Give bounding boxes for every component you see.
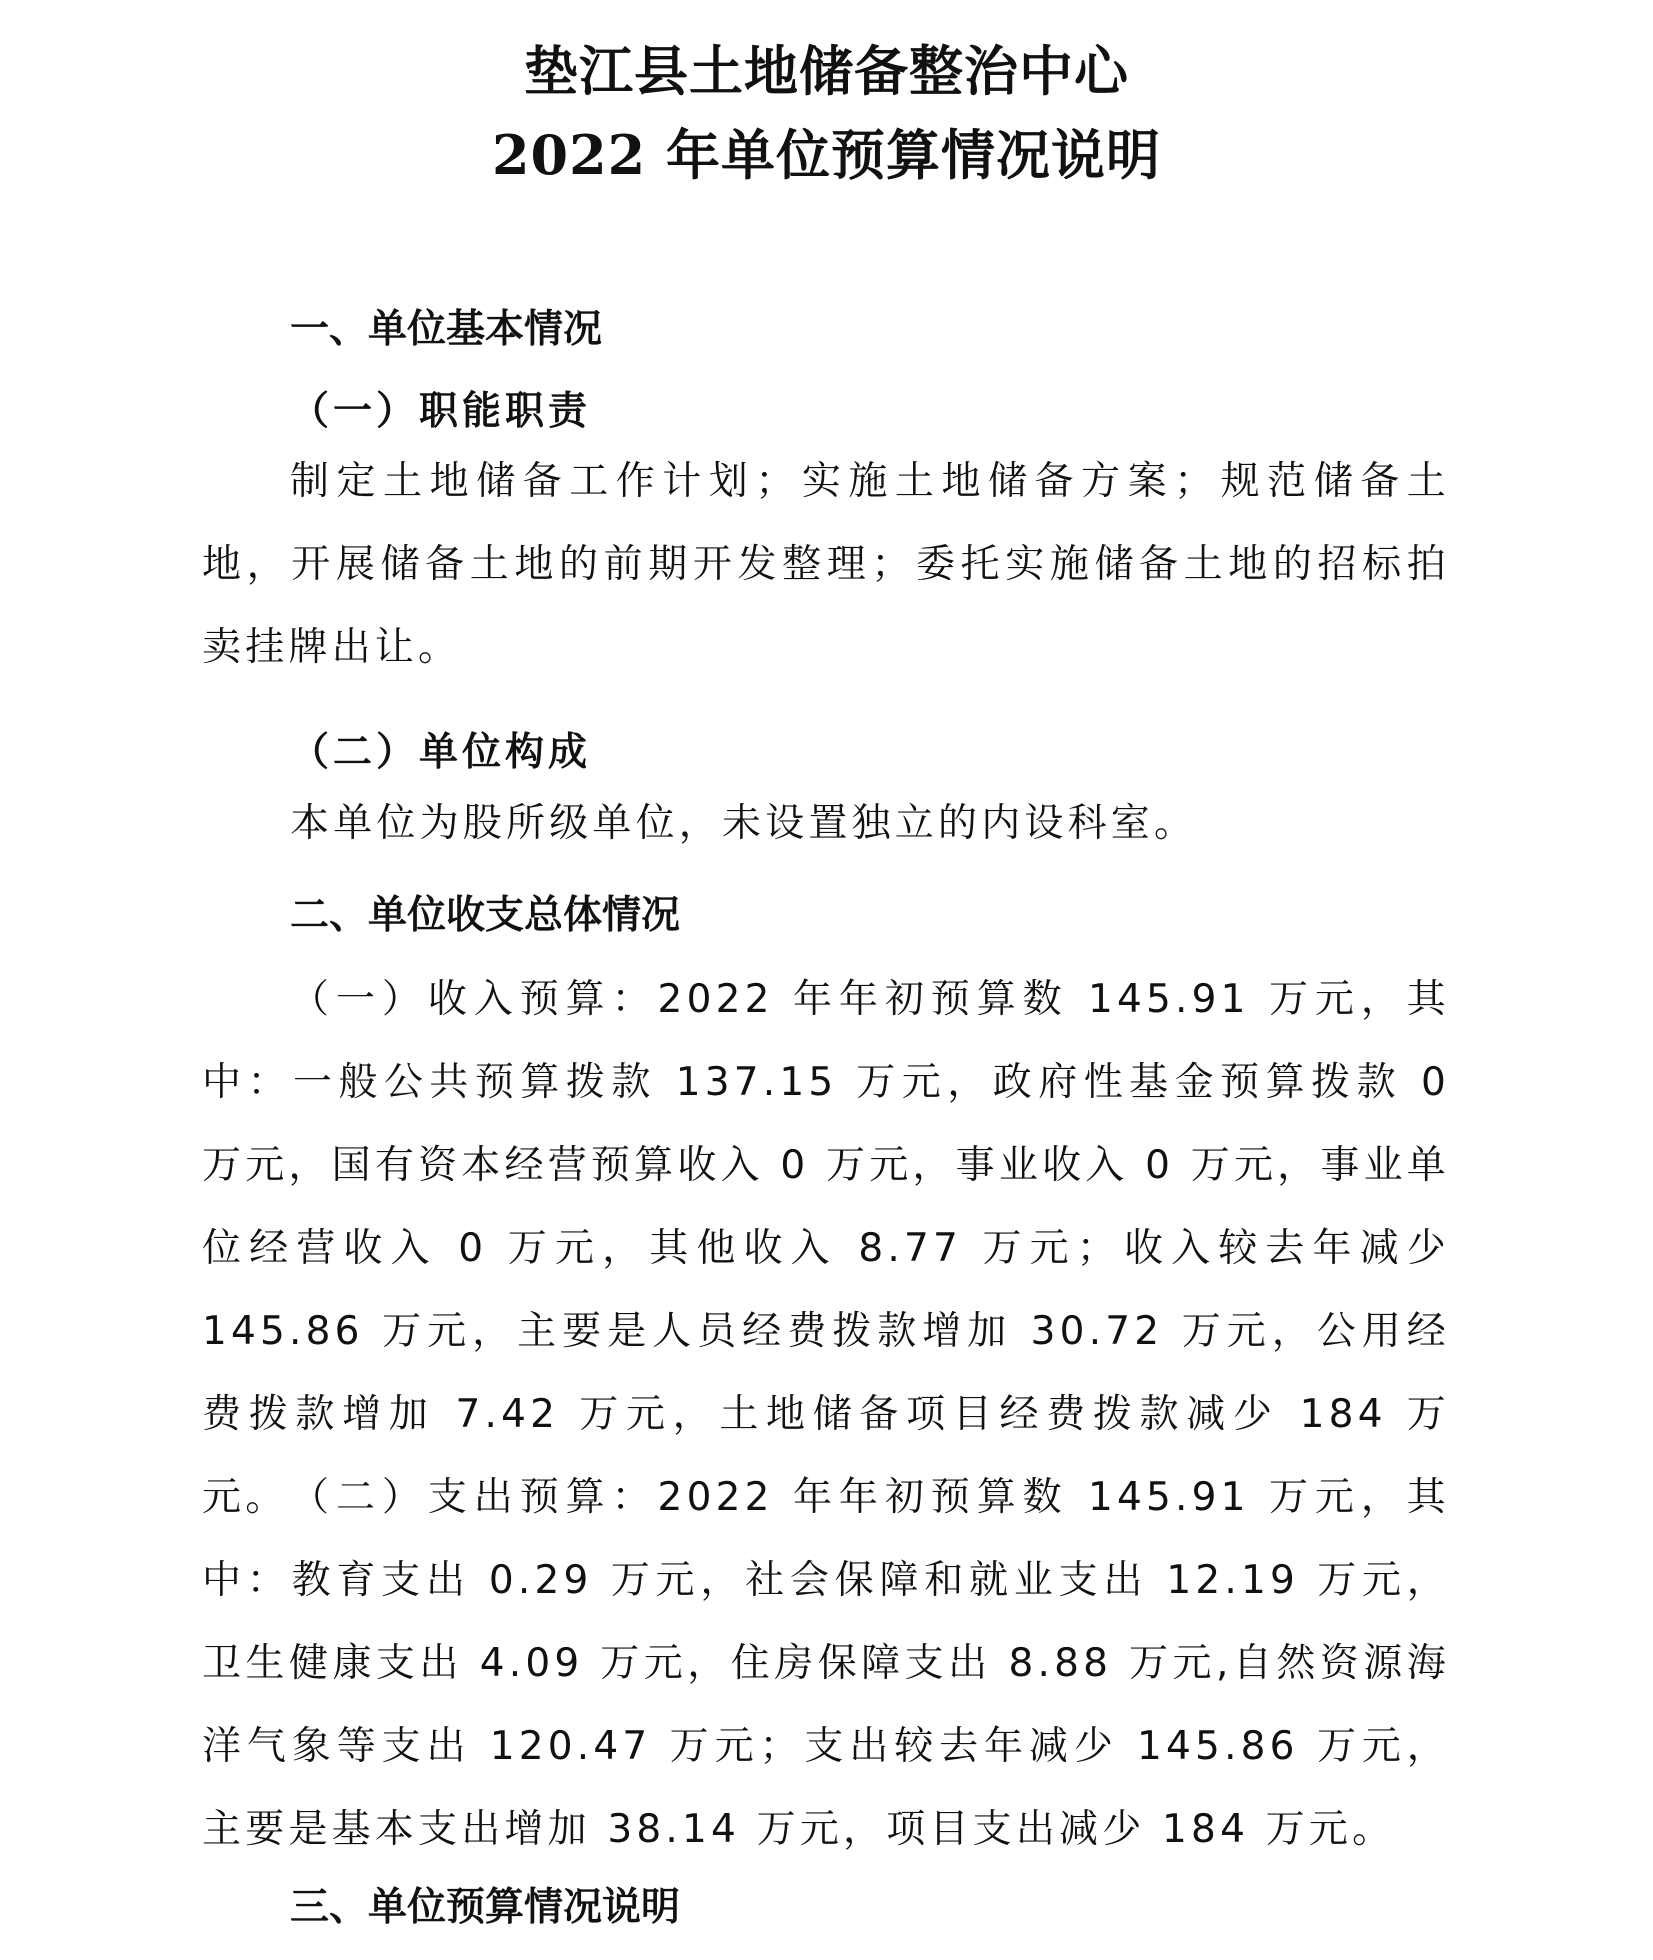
section-heading-basic-info: 一、单位基本情况 (290, 307, 603, 352)
document-title-line1: 垫江县土地储备整治中心 (524, 39, 1129, 103)
subsection-heading-functions: （一）职能职责 (290, 389, 592, 434)
paragraph-income-budget: （一）收入预算：2022 年年初预算数 145.91 万元，其中：一般公共预算拨款 137.15 万元，政府性基金预算拨款 0 万元，国有资本经营预算收入 0 万元，事业收入 0 万元，事业单位经营收入 0 万元，其他收入 8.77 万元；收入较去年减少 145.86 万元，主要是人员经费拨款增加 30.72 万元，公用经费拨款增加 7.42 万元，土地储备项目经费拨款减少 184 万元。 (202, 977, 1450, 1520)
paragraph-functions: 制定土地储备工作计划；实施土地储备方案；规范储备土地，开展储备土地的前期开发整理；委托实施储备土地的招标拍卖挂牌出让。 (202, 459, 1450, 670)
paragraph-composition: 本单位为股所级单位，未设置独立的内设科室。 (290, 801, 1198, 846)
subsection-heading-composition: （二）单位构成 (290, 730, 592, 775)
paragraph-expense-budget: （二）支出预算：2022 年年初预算数 145.91 万元，其中：教育支出 0.29 万元，社会保障和就业支出 12.19 万元，卫生健康支出 4.09 万元，住房保障支出 8.88 万元,自然资源海洋气象等支出 120.47 万元；支出较去年减少 145.86 万元，主要是基本支出增加 38.14 万元，项目支出减少 184 万元。 (202, 1475, 1450, 1852)
section-heading-budget-explanation: 三、单位预算情况说明 (290, 1885, 681, 1930)
document-title-line2: 2022 年单位预算情况说明 (491, 123, 1162, 187)
section-heading-revenue-expenditure: 二、单位收支总体情况 (290, 893, 681, 938)
